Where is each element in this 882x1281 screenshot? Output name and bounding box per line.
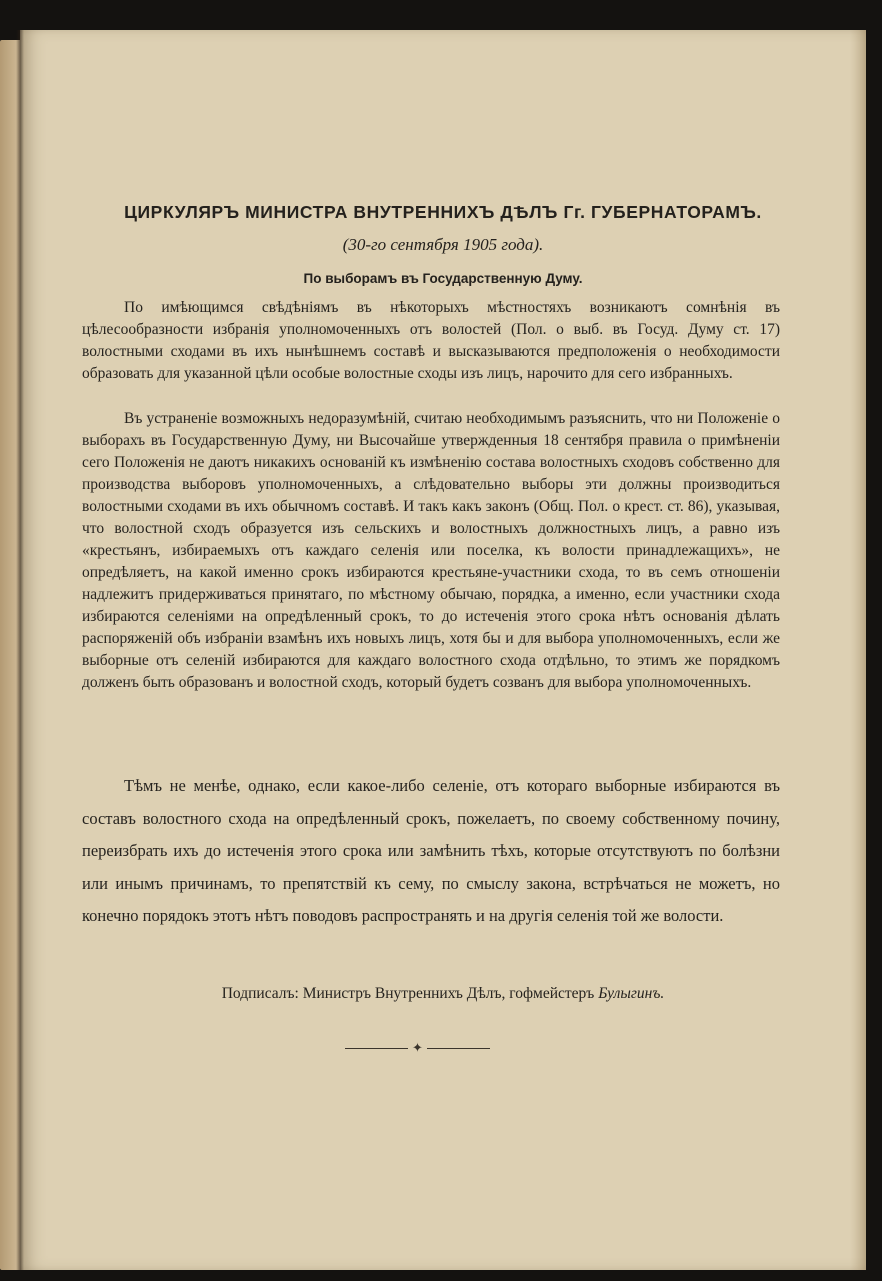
closing-divider (345, 1040, 490, 1056)
paragraph-3: Тѣмъ не менѣе, однако, если какое-либо селеніе, отъ котораго выборные избираются въ составъ волостного схода на опредѣленный срокъ, пожелаетъ, по своему собственному почину, переизбрать ихъ до истеченія этого срока или замѣнить тѣхъ, которые отсутствуютъ по болѣзни или инымъ причинамъ, то препятствій къ сему, по смыслу закона, встрѣчаться не можетъ, но конечно порядокъ этотъ нѣтъ поводовъ распространять и на другія селенія той же волости. (82, 776, 780, 925)
ornament-icon: ✦ (412, 1040, 423, 1055)
paragraph-2: Въ устраненіе возможныхъ недоразумѣній, считаю необходимымъ разъяснить, что ни Положеніе о выборахъ въ Государственную Думу, ни Высочайше утвержденныя 18 сентября правила о примѣненіи сего Положенія не даютъ никакихъ основаній къ измѣненію состава волостныхъ сходовъ собственно для производства выборовъ уполномоченныхъ, а слѣдовательно выборы эти должны производиться волостными сходами въ ихъ обычномъ составѣ. И такъ какъ законъ (Общ. Пол. о крест. ст. 86), указывая, что волостной сходъ образуется изъ сельскихъ и волостныхъ должностныхъ лицъ, а равно изъ «крестьянъ, избираемыхъ отъ каждаго селенія или поселка, къ волости принадлежащихъ», не опредѣляетъ, на какой именно срокъ избираются крестьяне-участники схода, то въ семъ отношеніи надлежитъ придерживаться принятаго, по мѣстному обычаю, порядка, а именно, если участники схода избираются селеніями на опредѣленный срокъ, то до истеченія этого срока нѣтъ основанія дѣлать распоряженій объ избраніи взамѣнъ ихъ новыхъ лицъ, хотя бы и для выбора уполномоченныхъ, если же выборные отъ селеній избираются для каждаго волостного схода отдѣльно, то этимъ же порядкомъ долженъ быть образованъ и волостной сходъ, который будетъ созванъ для выбора уполномоченныхъ. (82, 410, 780, 691)
document-title: ЦИРКУЛЯРЪ МИНИСТРА ВНУТРЕННИХЪ ДѢЛЪ Гг. ГУБЕРНАТОРАМЪ. (124, 202, 762, 222)
document-page (20, 30, 866, 1270)
document-subtitle: По выборамъ въ Государственную Думу. (303, 271, 583, 286)
divider-line-left (345, 1048, 408, 1049)
document-date: (30-го сентября 1905 года). (342, 235, 544, 254)
paragraph-1: По имѣющимся свѣдѣніямъ въ нѣкоторыхъ мѣстностяхъ возникаютъ сомнѣнія въ цѣлесообразности избранія уполномоченныхъ отъ волостей (Пол. о выб. въ Госуд. Думу ст. 17) волостными сходами въ ихъ нынѣшнемъ составѣ и высказываются предположенія о необходимости образовать для указанной цѣли особые волостные сходы изъ лицъ, нарочито для сего избранныхъ. (82, 299, 780, 382)
signer-name: Булыгинъ. (598, 985, 665, 1002)
divider-line-right (427, 1048, 490, 1049)
signature-prefix: Подписалъ: Министръ Внутреннихъ Дѣлъ, гофмейстеръ (221, 985, 595, 1002)
signature-line (20, 985, 866, 1003)
